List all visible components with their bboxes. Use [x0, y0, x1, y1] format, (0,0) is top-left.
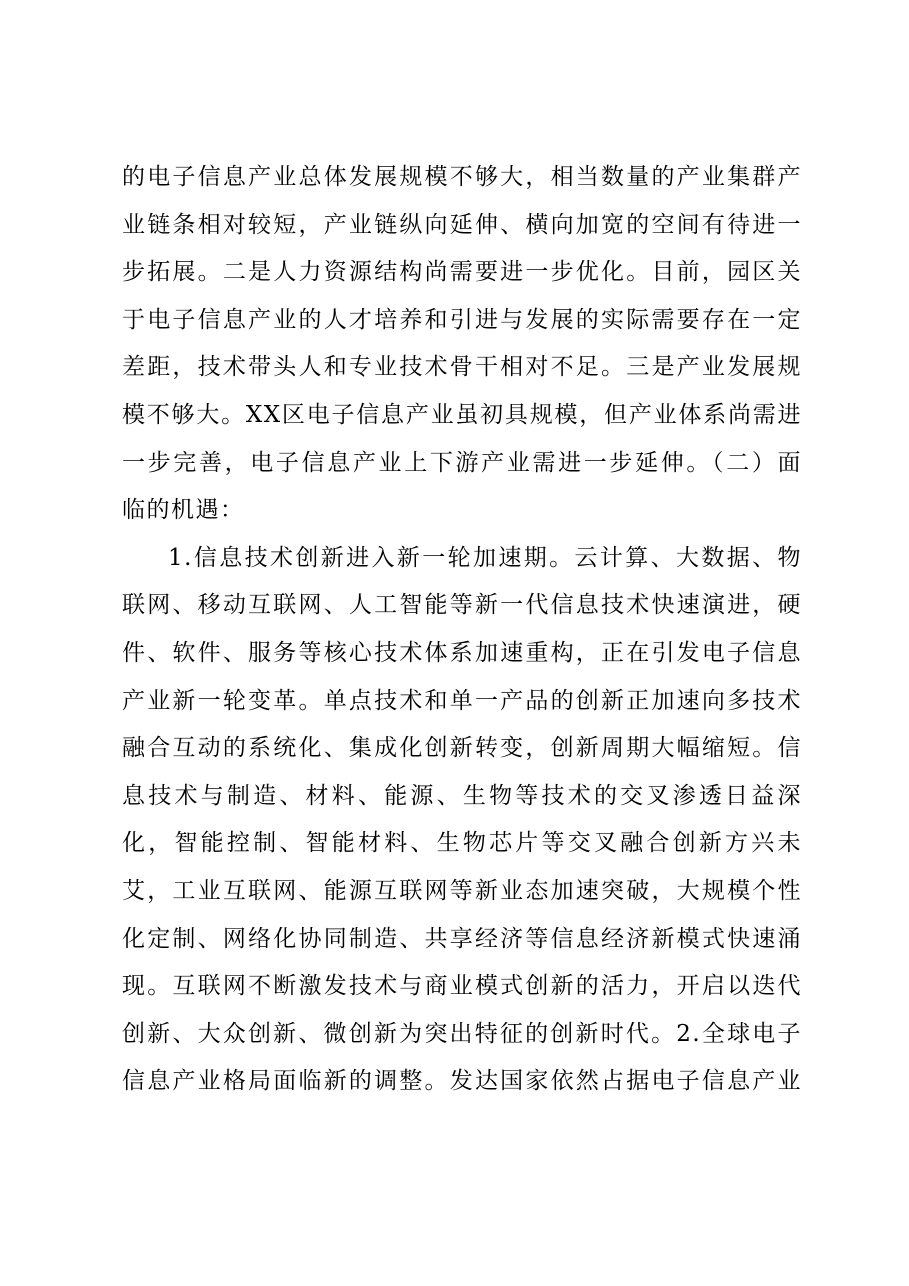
text-line-8: 临的机遇： [122, 497, 245, 524]
text-line-15: 化，智能控制、智能材料、生物芯片等交叉融合创新方兴未 [122, 830, 802, 857]
text-line-17: 化定制、网络化协同制造、共享经济等信息经济新模式快速涌 [122, 925, 802, 952]
text-line-5: 差距，技术带头人和专业技术骨干相对不足。三是产业发展规 [122, 354, 802, 381]
text-line-9: 1.信息技术创新进入新一轮加速期。云计算、大数据、物 [168, 544, 802, 571]
text-line-16: 艾，工业互联网、能源互联网等新业态加速突破，大规模个性 [122, 877, 802, 904]
text-line-2: 业链条相对较短，产业链纵向延伸、横向加宽的空间有待进一 [122, 211, 802, 238]
text-line-18: 现。互联网不断激发技术与商业模式创新的活力，开启以迭代 [122, 973, 802, 1000]
text-line-7: 一步完善，电子信息产业上下游产业需进一步延伸。（二）面 [122, 449, 802, 476]
text-line-1: 的电子信息产业总体发展规模不够大，相当数量的产业集群产 [122, 164, 802, 190]
text-line-11: 件、软件、服务等核心技术体系加速重构，正在引发电子信息 [122, 639, 802, 666]
text-line-13: 融合互动的系统化、集成化创新转变，创新周期大幅缩短。信 [122, 735, 802, 762]
text-line-6: 模不够大。XX区电子信息产业虽初具规模，但产业体系尚需进 [122, 401, 802, 428]
text-line-20: 信息产业格局面临新的调整。发达国家依然占据电子信息产业 [122, 1068, 802, 1095]
text-line-10: 联网、移动互联网、人工智能等新一代信息技术快速演进，硬 [122, 592, 802, 619]
body-text [122, 154, 802, 1106]
text-line-19: 创新、大众创新、微创新为突出特征的创新时代。2.全球电子 [122, 1020, 802, 1047]
text-line-12: 产业新一轮变革。单点技术和单一产品的创新正加速向多技术 [122, 687, 802, 714]
text-line-4: 于电子信息产业的人才培养和引进与发展的实际需要存在一定 [122, 306, 802, 333]
text-line-3: 步拓展。二是人力资源结构尚需要进一步优化。目前，园区关 [122, 259, 802, 286]
text-line-14: 息技术与制造、材料、能源、生物等技术的交叉渗透日益深 [122, 782, 802, 809]
